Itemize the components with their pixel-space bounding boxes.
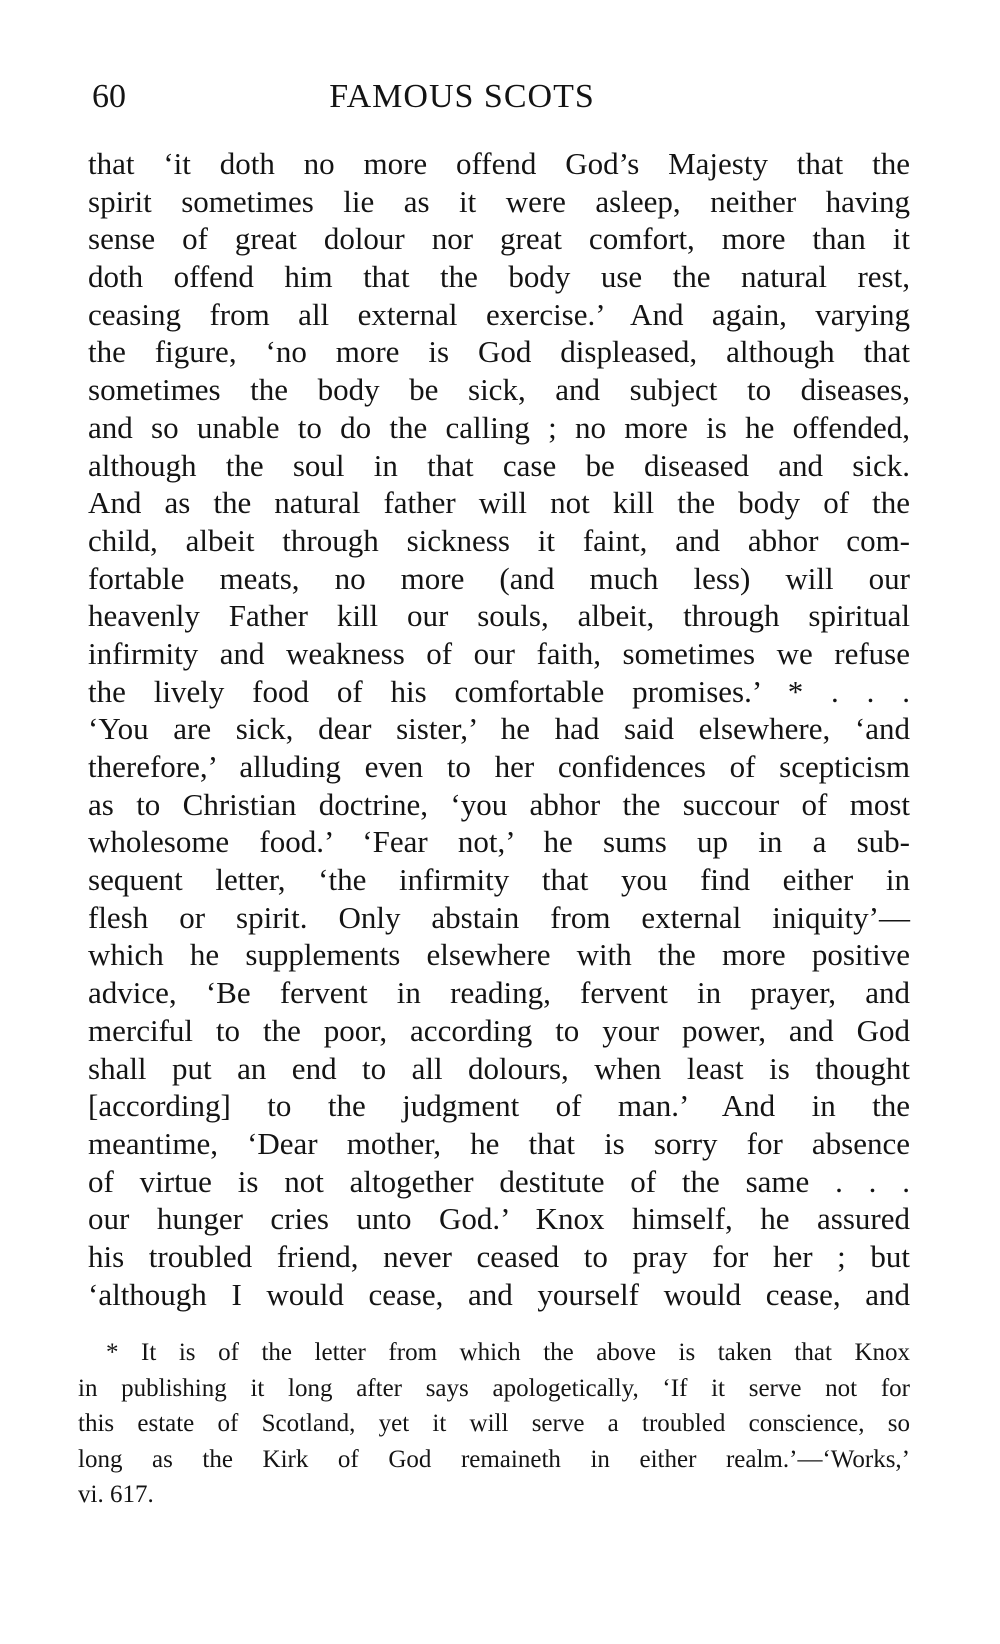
footnote bbox=[78, 1335, 910, 1513]
footnote-line: this estate of Scotland, yet it will serve a troubled conscience, so bbox=[78, 1410, 910, 1437]
text-line: infirmity and weakness of our faith, sometimes we refuse bbox=[88, 635, 910, 671]
text-line: fortable meats, no more (and much less) will our bbox=[88, 560, 910, 596]
text-line: shall put an end to all dolours, when least is thought bbox=[88, 1050, 910, 1086]
running-title: FAMOUS SCOTS bbox=[329, 78, 595, 115]
text-line: doth offend him that the body use the natural rest, bbox=[88, 259, 910, 295]
footnote-line: long as the Kirk of God remaineth in either realm.’—‘Works,’ bbox=[78, 1445, 910, 1473]
text-line: that ‘it doth no more offend God’s Majesty that the bbox=[88, 146, 910, 181]
text-line: although the soul in that case be diseased and sick. bbox=[88, 447, 910, 483]
page-number: 60 bbox=[92, 78, 126, 115]
text-line: And as the natural father will not kill the body of the bbox=[88, 485, 910, 521]
text-line: his troubled friend, never ceased to pray for her ; but bbox=[88, 1238, 910, 1274]
text-line: ‘although I would cease, and yourself would cease, and bbox=[88, 1276, 910, 1312]
footnote-line: vi. 617. bbox=[78, 1481, 154, 1508]
text-line: of virtue is not altogether destitute of the same . . . bbox=[88, 1163, 910, 1199]
text-line: spirit sometimes lie as it were asleep, neither having bbox=[88, 183, 910, 219]
text-line: wholesome food.’ ‘Fear not,’ he sums up in a sub- bbox=[88, 824, 910, 860]
text-line: advice, ‘Be fervent in reading, fervent in prayer, and bbox=[88, 975, 910, 1011]
running-head bbox=[92, 72, 912, 122]
text-line: meantime, ‘Dear mother, he that is sorry for absence bbox=[88, 1125, 910, 1161]
text-line: therefore,’ alluding even to her confidences of scepticism bbox=[88, 749, 910, 784]
body-text bbox=[88, 145, 910, 1313]
text-line: merciful to the poor, according to your power, and God bbox=[88, 1012, 910, 1048]
text-line: sense of great dolour nor great comfort, more than it bbox=[88, 221, 910, 257]
text-line: which he supplements elsewhere with the more positive bbox=[88, 937, 910, 973]
text-line: ‘You are sick, dear sister,’ he had said elsewhere, ‘and bbox=[88, 711, 910, 747]
text-line: sequent letter, ‘the infirmity that you find either in bbox=[88, 862, 910, 898]
text-line: heavenly Father kill our souls, albeit, through spiritual bbox=[88, 598, 910, 634]
text-line: sometimes the body be sick, and subject to diseases, bbox=[88, 372, 910, 408]
text-line: our hunger cries unto God.’ Knox himself, he assured bbox=[88, 1201, 910, 1237]
footnote-line: * It is of the letter from which the above is taken that Knox bbox=[106, 1339, 910, 1366]
text-line: the lively food of his comfortable promises.’ * . . . bbox=[88, 673, 910, 709]
text-line: [according] to the judgment of man.’ And in the bbox=[88, 1088, 910, 1124]
footnote-line: in publishing it long after says apologetically, ‘If it serve not for bbox=[78, 1374, 910, 1402]
text-line: flesh or spirit. Only abstain from external iniquity’— bbox=[88, 899, 910, 935]
text-line: child, albeit through sickness it faint, and abhor com- bbox=[88, 522, 910, 558]
text-line: ceasing from all external exercise.’ And again, varying bbox=[88, 296, 910, 332]
text-line: the figure, ‘no more is God displeased, although that bbox=[88, 334, 910, 370]
text-line: as to Christian doctrine, ‘you abhor the succour of most bbox=[88, 786, 910, 822]
text-line: and so unable to do the calling ; no more is he offended, bbox=[88, 409, 910, 445]
